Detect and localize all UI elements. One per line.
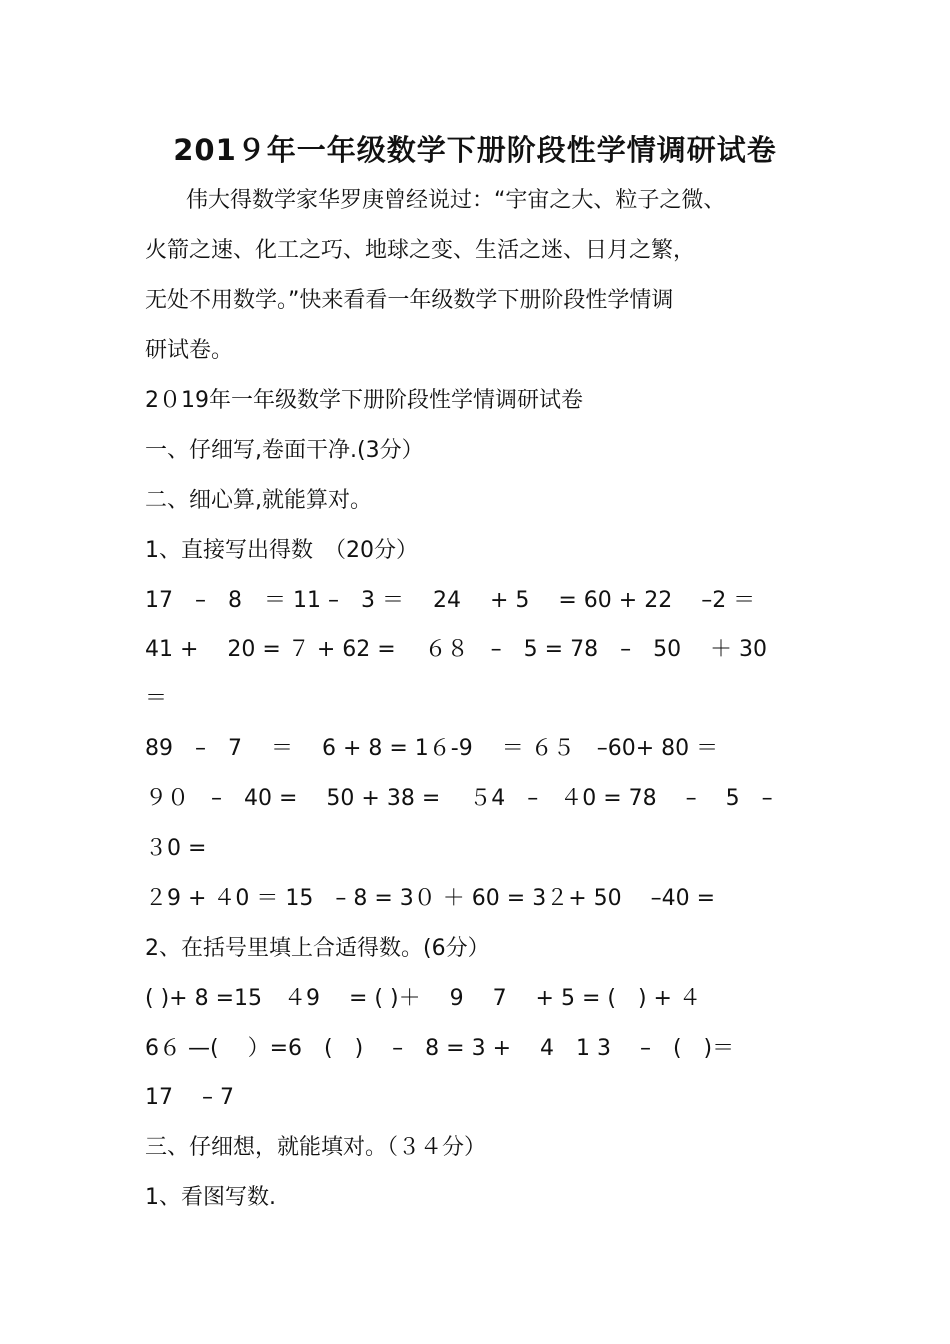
section-three-heading: 三、仔细想，就能填对。（３４分）: [145, 1135, 487, 1160]
intro-line-2: 火箭之速、化工之巧、地球之变、生活之迷、日月之繁，: [145, 238, 696, 263]
intro-line-1: 伟大得数学家华罗庚曾经说过：“宇宙之大、粒子之微、: [186, 188, 726, 213]
arithmetic-row-4-cont: ３0 =: [145, 836, 207, 861]
question-3-1-heading: 1、看图写数.: [145, 1185, 276, 1210]
question-1-heading: 1、直接写出得数 （20分）: [145, 538, 418, 563]
arithmetic-row-2-cont: ＝: [145, 686, 168, 711]
arithmetic-row-4: ９０ – 40 = 50 + 38 = ５4 – ４0 = 78 – 5 –: [145, 786, 773, 811]
fill-blank-row-2: 6６ —( ）=6 ( ) – 8 = 3 + 4 1 3 – ( )＝: [145, 1036, 735, 1061]
section-two-heading: 二、细心算,就能算对。: [145, 488, 372, 513]
question-2-heading: 2、在括号里填上合适得数。(6分）: [145, 936, 490, 961]
arithmetic-row-5: ２9 + ４0 ＝ 15 – 8 = 3０ ＋ 60 = 3２+ 50 –40 =: [145, 886, 716, 911]
fill-blank-row-1: ( )+ 8 =15 ４9 = ( )＋ 9 7 + 5 = ( ) + ４: [145, 986, 701, 1011]
arithmetic-row-1: 17 – 8 ＝ 11 – 3 ＝ 24 + 5 = 60 + 22 –2 ＝: [145, 588, 756, 613]
fill-blank-row-2-cont: 17 – 7: [145, 1085, 234, 1110]
document-title: 201９年一年级数学下册阶段性学情调研试卷: [173, 133, 777, 167]
subtitle-line: 2０19年一年级数学下册阶段性学情调研试卷: [145, 388, 583, 413]
intro-line-4: 研试卷。: [145, 338, 234, 363]
intro-line-3: 无处不用数学。”快来看看一年级数学下册阶段性学情调: [145, 288, 674, 313]
arithmetic-row-3: 89 – 7 ＝ 6 + 8 = 1６-9 ＝ ６５ –60+ 80 ＝: [145, 736, 719, 761]
arithmetic-row-2: 41 + 20 = ７ + 62 = ６８ – 5 = 78 – 50 ＋ 30: [145, 637, 768, 662]
section-one-heading: 一、仔细写,卷面干净.(3分）: [145, 438, 424, 463]
